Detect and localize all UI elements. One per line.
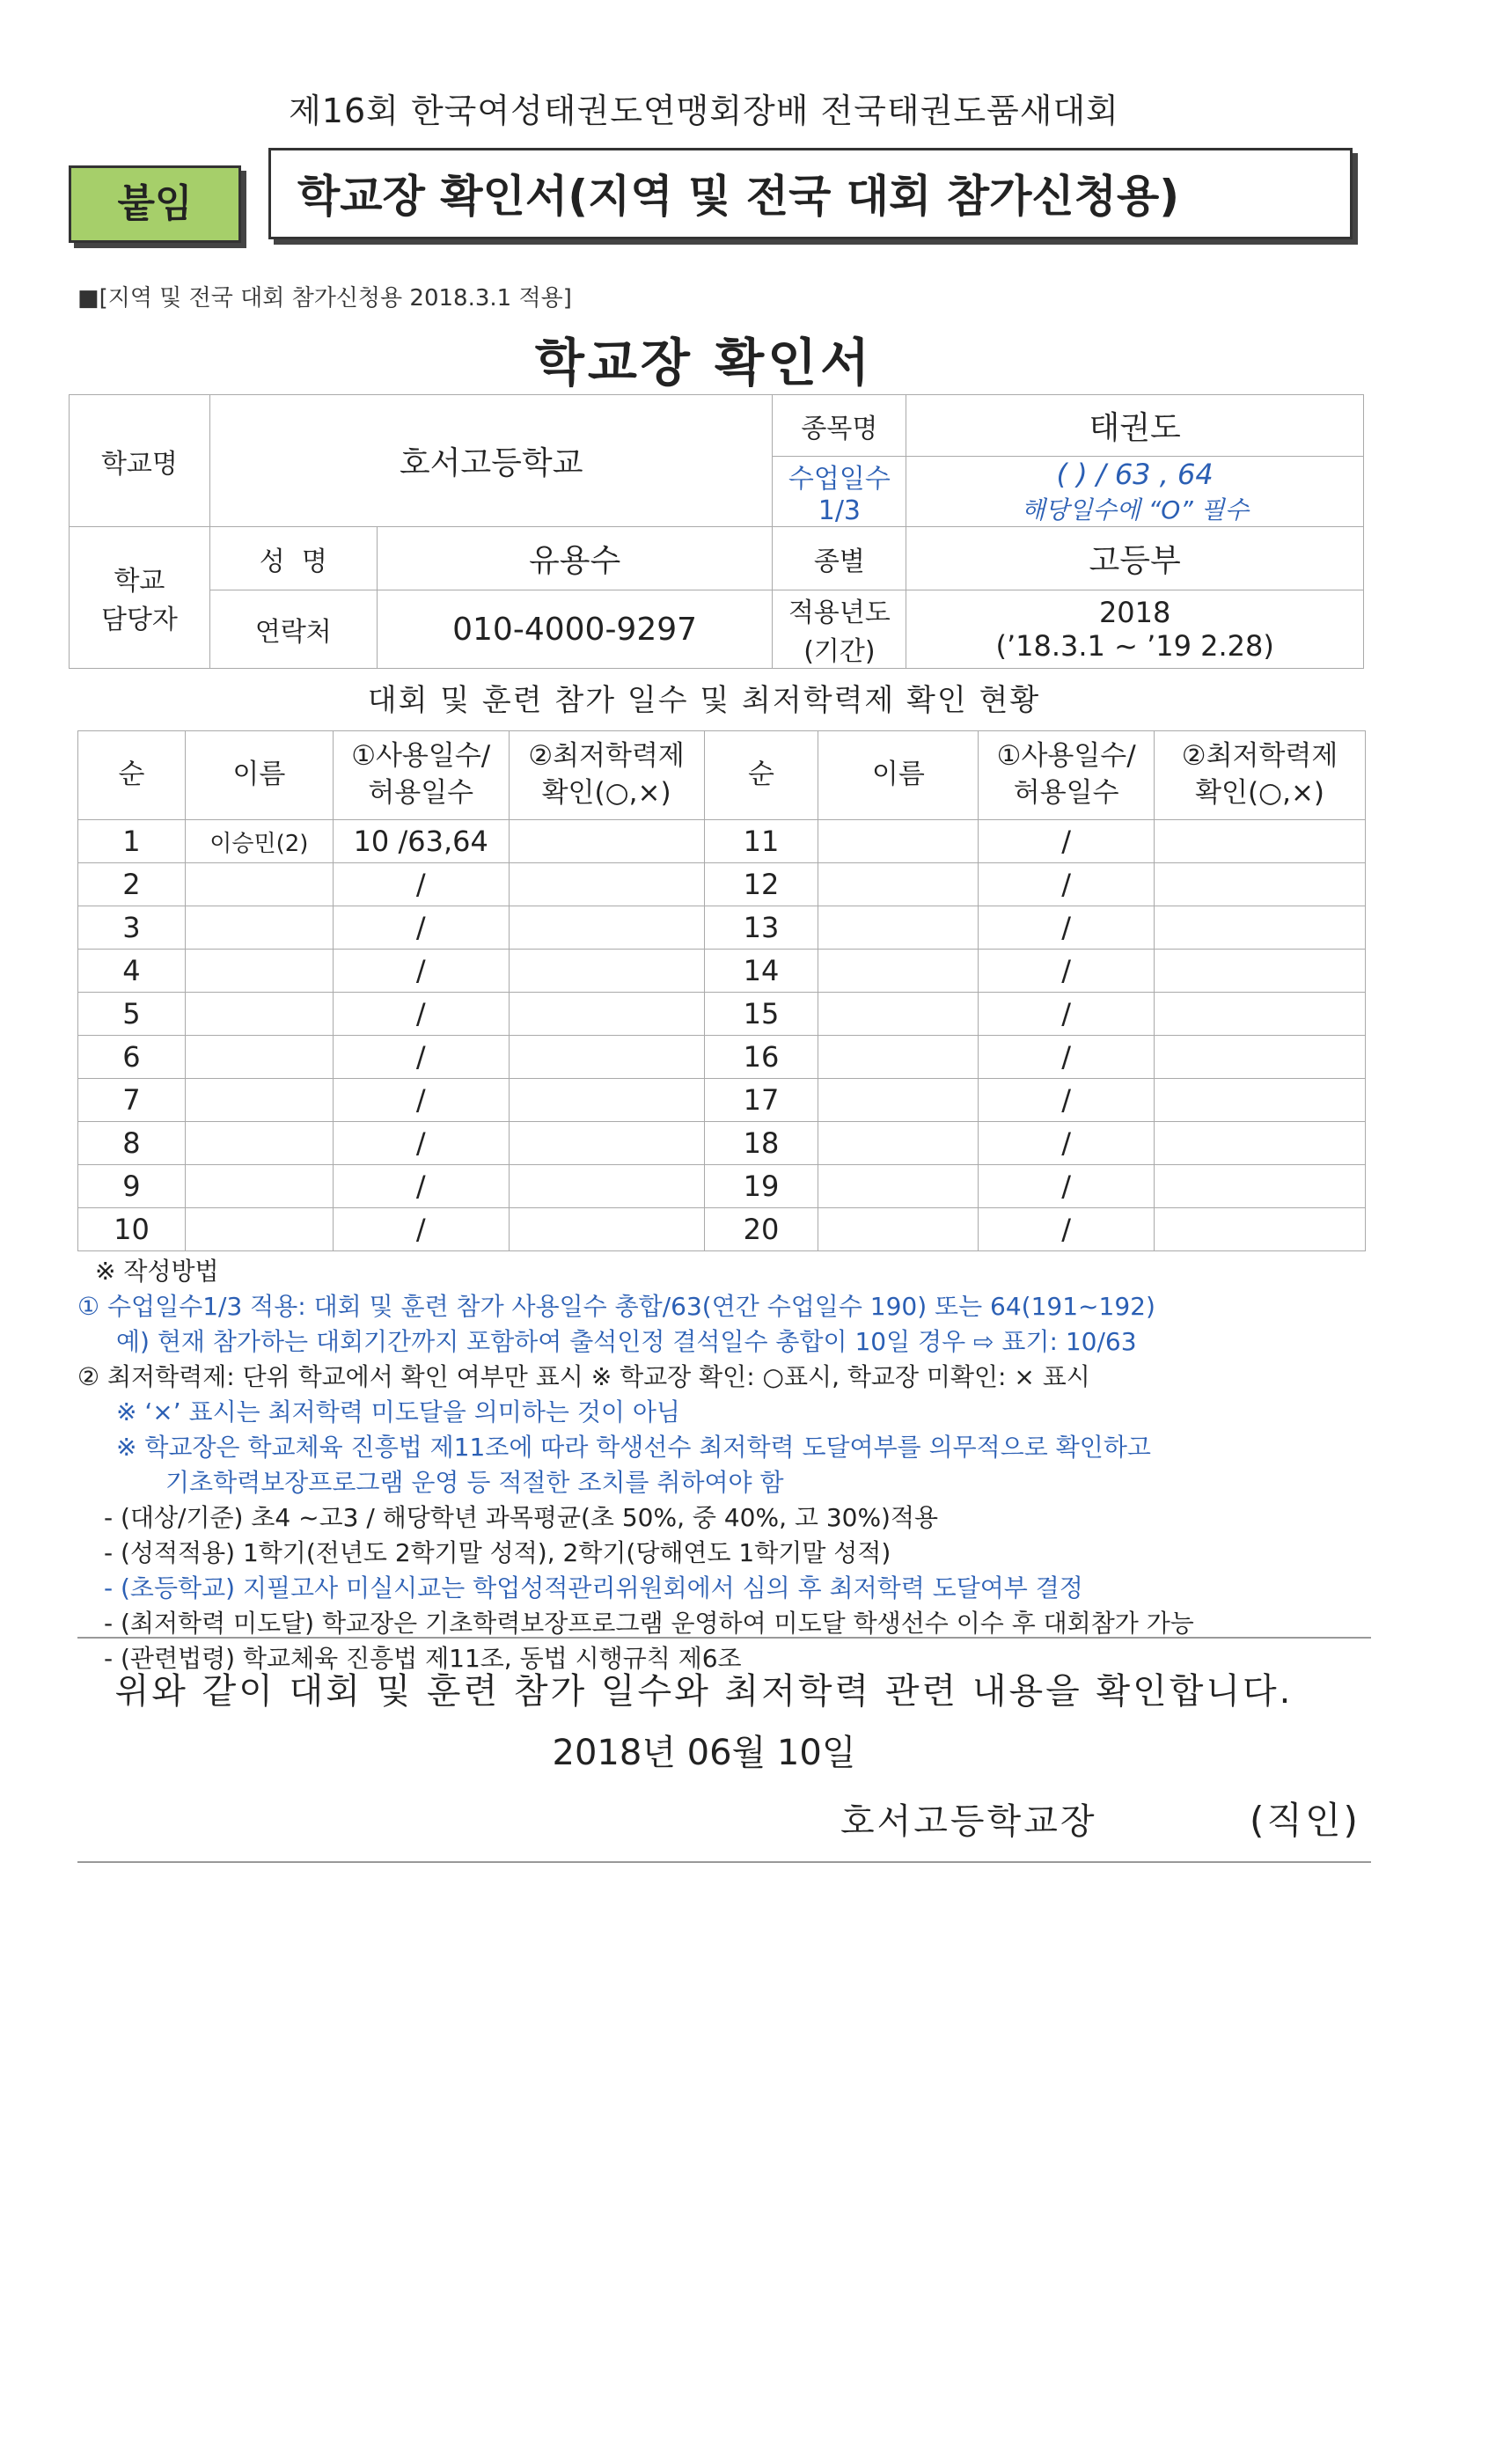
instruction-line: ※ 학교장은 학교체육 진흥법 제11조에 따라 학생선수 최저학력 도달여부를 의무적으로 확인하고 (116, 1433, 1151, 1462)
table-row: 1 이승민(2) 10 /63,64 11 / (78, 820, 1366, 863)
instruction-line: - (최저학력 미도달) 학교장은 기초학력보장프로그램 운영하여 미도달 학생선수 이수 후 대회참가 가능 (104, 1609, 1194, 1638)
form-title: 학교장 확인서 (534, 333, 874, 392)
col-name: 이름 (818, 731, 979, 820)
instruction-line: - (관련법령) 학교체육 진흥법 제11조, 동법 시행규칙 제6조 (104, 1644, 742, 1673)
col-min-academic: ②최저학력제 확인(○,×) (1155, 731, 1366, 820)
school-name-label: 학교명 (70, 395, 210, 527)
table-row: 4 / 14 / (78, 950, 1366, 993)
instruction-line: ※ ‘×’ 표시는 최저학력 미도달을 의미하는 것이 아님 (116, 1397, 680, 1426)
table-row: 5 / 15 / (78, 993, 1366, 1036)
instruction-line: - (대상/기준) 초4 ~고3 / 해당학년 과목평균(초 50%, 중 40%, 고 30%)적용 (104, 1503, 939, 1532)
year-label: 적용년도 (기간) (773, 590, 906, 669)
division-value: 고등부 (906, 527, 1364, 590)
table-row: 7 / 17 / (78, 1079, 1366, 1122)
table-row: 10 / 20 / (78, 1208, 1366, 1251)
school-name-value: 호서고등학교 (209, 395, 773, 527)
instructions-title: ※ 작성방법 (95, 1257, 219, 1286)
section-heading: 대회 및 훈련 참가 일수 및 최저학력제 확인 현황 (367, 683, 1041, 718)
principal-signature: 호서고등학교장 (840, 1801, 1097, 1842)
instruction-line: - (성적적용) 1학기(전년도 2학기말 성적), 2학기(당해연도 1학기말 성적) (104, 1538, 891, 1567)
division-label: 종별 (773, 527, 906, 590)
table-row: 6 / 16 / (78, 1036, 1366, 1079)
attendance-table (77, 730, 1366, 1251)
instruction-line: ② 최저학력제: 단위 학교에서 확인 여부만 표시 ※ 학교장 확인: ○표시, 학교장 미확인: × 표시 (77, 1362, 1090, 1391)
contact-label: 연락처 (209, 590, 377, 669)
sport-label: 종목명 (773, 395, 906, 457)
official-seal: (직인) (1250, 1799, 1360, 1842)
writing-instructions (77, 1254, 1380, 1676)
col-min-academic: ②최저학력제 확인(○,×) (509, 731, 704, 820)
school-info-table (69, 394, 1364, 669)
table-row: 8 / 18 / (78, 1122, 1366, 1165)
col-used-days: ①사용일수/ 허용일수 (333, 731, 509, 820)
divider (77, 1637, 1371, 1639)
application-note: ■[지역 및 전국 대회 참가신청용 2018.3.1 적용] (77, 285, 572, 312)
year-value: 2018 (’18.3.1 ~ ’19 2.28) (906, 590, 1364, 669)
col-name: 이름 (185, 731, 333, 820)
class-days-value: ( ) / 63 , 64 해당일수에 “O” 필수 (906, 457, 1364, 527)
instruction-line: ① 수업일수1/3 적용: 대회 및 훈련 참가 사용일수 총합/63(연간 수업일수 190) 또는 64(191~192) (77, 1292, 1155, 1321)
manager-name-value: 유용수 (377, 527, 773, 590)
col-no: 순 (78, 731, 186, 820)
contact-value: 010-4000-9297 (377, 590, 773, 669)
attachment-badge: 붙임 (69, 165, 241, 243)
name-label: 성 명 (209, 527, 377, 590)
sport-value: 태권도 (906, 395, 1364, 457)
issue-date: 2018년 06월 10일 (552, 1733, 856, 1773)
attendance-header-row (78, 731, 1366, 820)
instruction-line: 예) 현재 참가하는 대회기간까지 포함하여 출석인정 결석일수 총합이 10일 경우 ⇨ 표기: 10/63 (116, 1327, 1137, 1356)
col-no: 순 (704, 731, 818, 820)
table-row: 3 / 13 / (78, 906, 1366, 950)
instruction-line: - (초등학교) 지필고사 미실시교는 학업성적관리위원회에서 심의 후 최저학력 도달여부 결정 (104, 1573, 1083, 1602)
event-title: 제16회 한국여성태권도연맹회장배 전국태권도품새대회 (289, 92, 1119, 130)
divider (77, 1861, 1371, 1863)
col-used-days: ①사용일수/ 허용일수 (979, 731, 1155, 820)
instruction-line: 기초학력보장프로그램 운영 등 적절한 조치를 취하여야 함 (165, 1468, 784, 1497)
table-row: 2 / 12 / (78, 863, 1366, 906)
table-row: 9 / 19 / (78, 1165, 1366, 1208)
header-title: 학교장 확인서(지역 및 전국 대회 참가신청용) (268, 148, 1353, 239)
manager-label: 학교 담당자 (70, 527, 210, 669)
confirmation-text: 위와 같이 대회 및 훈련 참가 일수와 최저학력 관련 내용을 확인합니다. (114, 1671, 1294, 1712)
class-days-label: 수업일수 1/3 (773, 457, 906, 527)
